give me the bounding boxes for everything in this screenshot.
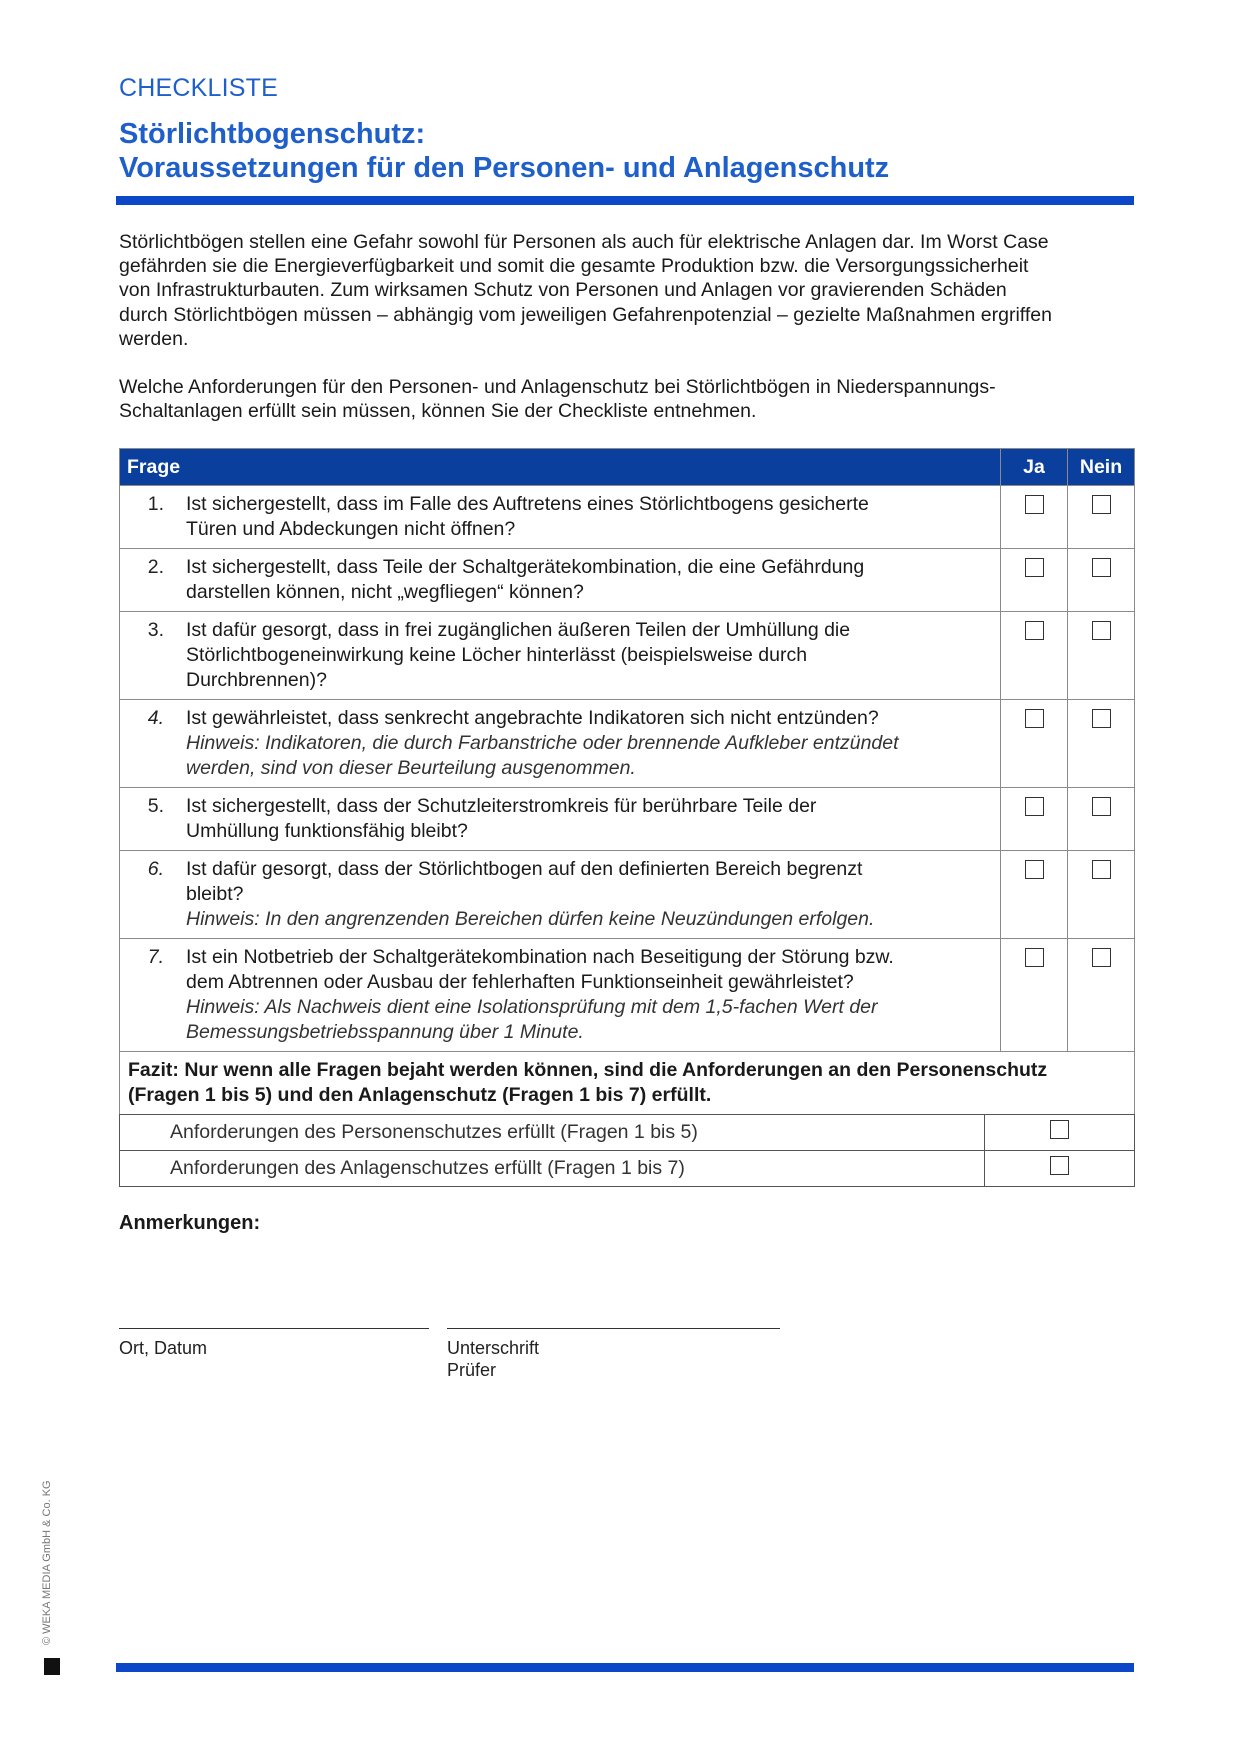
copyright-notice: © WEKA MEDIA GmbH & Co. KG: [41, 1480, 53, 1645]
question-number: 2.: [147, 556, 164, 578]
title-line-2: Voraussetzungen für den Personen- und Anlagenschutz: [119, 152, 890, 184]
no-checkbox-2[interactable]: [1092, 558, 1111, 577]
question-number: 7.: [147, 946, 164, 968]
no-checkbox-3[interactable]: [1092, 621, 1111, 640]
fazit-cell: [120, 1052, 1135, 1115]
summary-table: [119, 1114, 1135, 1187]
question-row-5: [120, 788, 1135, 851]
question-row-6: [120, 851, 1135, 939]
anlagenschutz-checkbox[interactable]: [1050, 1156, 1069, 1175]
question-cell: [120, 851, 1001, 939]
intro-line: von Infrastrukturbauten. Zum wirksamen Schutz von Personen und Anlagen vor gravierenden Schäden: [119, 279, 1007, 302]
question-text: darstellen können, nicht „wegfliegen“ können?: [186, 581, 584, 603]
no-cell: [1068, 700, 1135, 788]
place-date-line[interactable]: [119, 1328, 429, 1329]
question-text: Ist sichergestellt, dass im Falle des Auftretens eines Störlichtbogens gesicherte: [186, 493, 869, 515]
page-title: [119, 117, 889, 185]
header-no: Nein: [1068, 449, 1135, 486]
question-number: 3.: [147, 619, 164, 641]
question-note: Hinweis: In den angrenzenden Bereichen dürfen keine Neuzündungen erfolgen.: [186, 908, 875, 930]
fazit-text: Fazit: Nur wenn alle Fragen bejaht werden können, sind die Anforderungen an den Personenschutz: [128, 1059, 1048, 1081]
intro-paragraph-2: [119, 375, 1137, 423]
table-header-row: [120, 449, 1135, 486]
no-cell: [1068, 939, 1135, 1052]
question-row-4: [120, 700, 1135, 788]
question-number: 4.: [147, 707, 164, 729]
no-cell: [1068, 486, 1135, 549]
yes-cell: [1001, 939, 1068, 1052]
question-cell: [120, 700, 1001, 788]
yes-cell: [1001, 788, 1068, 851]
question-text: Störlichtbogeneinwirkung keine Löcher hinterlässt (beispielsweise durch: [186, 644, 808, 666]
question-number: 1.: [147, 493, 164, 515]
yes-checkbox-6[interactable]: [1025, 860, 1044, 879]
publisher-logo-mark: [44, 1658, 60, 1675]
no-checkbox-5[interactable]: [1092, 797, 1111, 816]
yes-cell: [1001, 851, 1068, 939]
checklist-table: [119, 448, 1135, 1115]
question-note: Hinweis: Als Nachweis dient eine Isolationsprüfung mit dem 1,5-fachen Wert der: [186, 996, 878, 1018]
no-checkbox-6[interactable]: [1092, 860, 1111, 879]
summary-label: Anforderungen des Personenschutzes erfüllt (Fragen 1 bis 5): [120, 1115, 985, 1151]
question-number: 6.: [147, 858, 164, 880]
question-text: Durchbrennen)?: [186, 669, 327, 691]
question-text: dem Abtrennen oder Ausbau der fehlerhaften Funktionseinheit gewährleistet?: [186, 971, 854, 993]
no-cell: [1068, 788, 1135, 851]
question-text: Ist ein Notbetrieb der Schaltgerätekombination nach Beseitigung der Störung bzw.: [186, 946, 894, 968]
question-cell: [120, 612, 1001, 700]
fazit-text: (Fragen 1 bis 5) und den Anlagenschutz (Fragen 1 bis 7) erfüllt.: [128, 1084, 712, 1106]
place-date-label: Ort, Datum: [119, 1338, 208, 1358]
intro-line: Schaltanlagen erfüllt sein müssen, können Sie der Checkliste entnehmen.: [119, 400, 757, 423]
intro-line: Störlichtbögen stellen eine Gefahr sowohl für Personen als auch für elektrische Anlagen dar. Im Worst Case: [119, 231, 1049, 253]
title-line-1: Störlichtbogenschutz:: [119, 118, 426, 150]
document-type-label: CHECKLISTE: [119, 74, 278, 102]
yes-cell: [1001, 700, 1068, 788]
intro-line: Welche Anforderungen für den Personen- und Anlagenschutz bei Störlichtbögen in Niederspannungs-: [119, 376, 996, 398]
summary-check-cell: [985, 1115, 1135, 1151]
question-row-7: [120, 939, 1135, 1052]
question-text: Ist sichergestellt, dass der Schutzleiterstromkreis für berührbare Teile der: [186, 795, 817, 817]
question-text: Ist dafür gesorgt, dass der Störlichtbogen auf den definierten Bereich begrenzt: [186, 858, 863, 880]
question-row-3: [120, 612, 1135, 700]
question-text: Türen und Abdeckungen nicht öffnen?: [186, 518, 516, 540]
question-text: Ist gewährleistet, dass senkrecht angebrachte Indikatoren sich nicht entzünden?: [186, 707, 879, 729]
yes-checkbox-1[interactable]: [1025, 495, 1044, 514]
no-cell: [1068, 851, 1135, 939]
question-text: Ist dafür gesorgt, dass in frei zugänglichen äußeren Teilen der Umhüllung die: [186, 619, 851, 641]
question-note: Bemessungsbetriebsspannung über 1 Minute.: [186, 1021, 584, 1043]
footer-divider: [116, 1663, 1134, 1672]
summary-label: Anforderungen des Anlagenschutzes erfüllt (Fragen 1 bis 7): [120, 1151, 985, 1187]
signature-line[interactable]: [447, 1328, 780, 1329]
question-text: bleibt?: [186, 883, 244, 905]
yes-cell: [1001, 486, 1068, 549]
summary-check-cell: [985, 1151, 1135, 1187]
intro-line: werden.: [119, 327, 189, 350]
fazit-row: [120, 1052, 1135, 1115]
yes-cell: [1001, 549, 1068, 612]
question-cell: [120, 788, 1001, 851]
signature-label: [447, 1337, 539, 1381]
question-row-2: [120, 549, 1135, 612]
intro-line: gefährden sie die Energieverfügbarkeit und somit die gesamte Produktion bzw. die Versorgungssicherheit: [119, 255, 1029, 278]
question-cell: [120, 939, 1001, 1052]
yes-checkbox-7[interactable]: [1025, 948, 1044, 967]
no-checkbox-4[interactable]: [1092, 709, 1111, 728]
no-checkbox-7[interactable]: [1092, 948, 1111, 967]
intro-paragraph-1: [119, 230, 1137, 351]
signature-label-line-2: Prüfer: [447, 1360, 497, 1380]
yes-checkbox-4[interactable]: [1025, 709, 1044, 728]
question-text: Ist sichergestellt, dass Teile der Schaltgerätekombination, die eine Gefährdung: [186, 556, 865, 578]
no-cell: [1068, 612, 1135, 700]
question-note: Hinweis: Indikatoren, die durch Farbanstriche oder brennende Aufkleber entzündet: [186, 732, 899, 754]
question-number: 5.: [147, 795, 164, 817]
yes-checkbox-2[interactable]: [1025, 558, 1044, 577]
personenschutz-checkbox[interactable]: [1050, 1120, 1069, 1139]
question-cell: [120, 549, 1001, 612]
yes-checkbox-5[interactable]: [1025, 797, 1044, 816]
summary-row-personenschutz: [120, 1115, 1135, 1151]
header-divider: [116, 196, 1134, 205]
remarks-label: Anmerkungen:: [119, 1212, 261, 1234]
question-row-1: [120, 486, 1135, 549]
summary-row-anlagenschutz: [120, 1151, 1135, 1187]
intro-line: durch Störlichtbögen müssen – abhängig vom jeweiligen Gefahrenpotenzial – gezielte Maßnahmen ergriffen: [119, 303, 1052, 326]
yes-checkbox-3[interactable]: [1025, 621, 1044, 640]
question-note: werden, sind von dieser Beurteilung ausgenommen.: [186, 757, 636, 779]
header-question: Frage: [120, 449, 1001, 486]
signature-label-line-1: Unterschrift: [447, 1338, 540, 1358]
no-checkbox-1[interactable]: [1092, 495, 1111, 514]
question-cell: [120, 486, 1001, 549]
question-text: Umhüllung funktionsfähig bleibt?: [186, 820, 468, 842]
header-yes: Ja: [1001, 449, 1068, 486]
no-cell: [1068, 549, 1135, 612]
yes-cell: [1001, 612, 1068, 700]
